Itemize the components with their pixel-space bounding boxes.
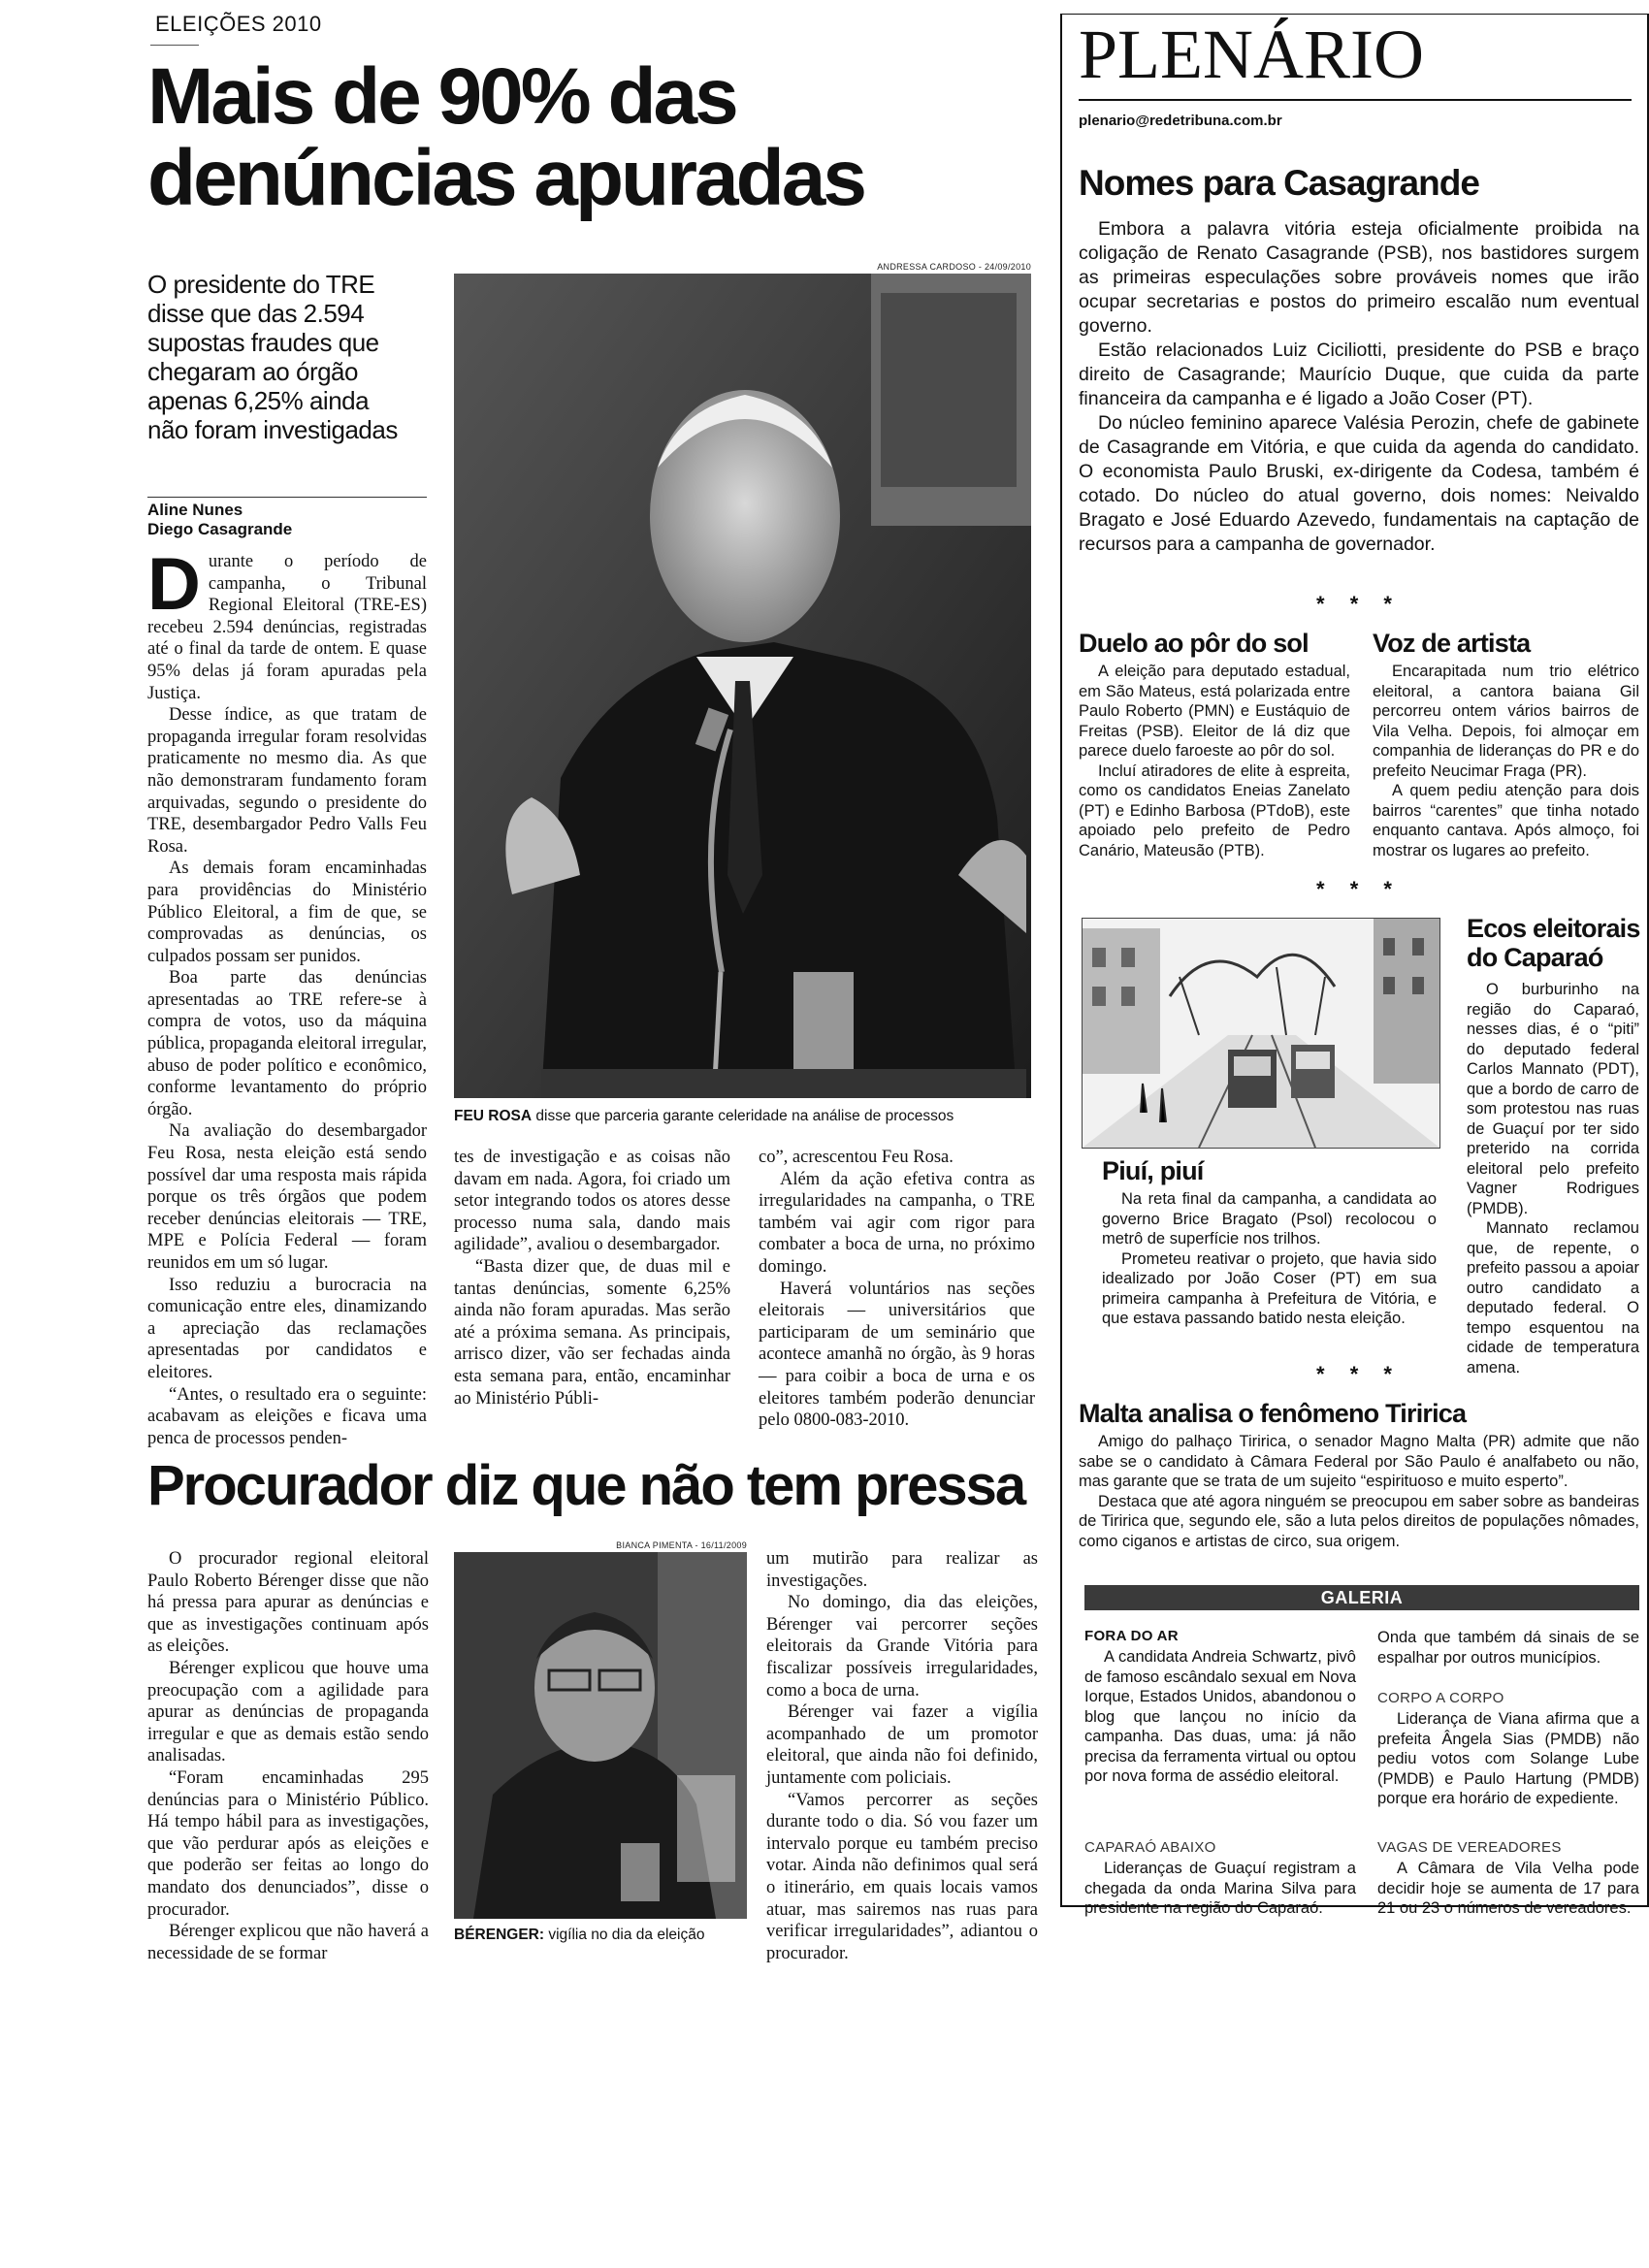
voz-text	[1373, 662, 1639, 860]
malta-text	[1079, 1432, 1639, 1551]
ecos-headline: Ecos eleitorais do Caparaó	[1467, 914, 1640, 972]
body-paragraph: Bérenger explicou que houve uma preocupação com a agilidade para apurar as denúncias de propaganda irregular e que as demais estão sendo analisadas.	[147, 1658, 429, 1766]
body-paragraph: “Antes, o resultado era o seguinte: acabavam as eleições e ficava uma penca de processos penden-	[147, 1384, 427, 1448]
second-headline: Procurador diz que não tem pressa	[147, 1454, 1025, 1517]
body-paragraph: A quem pediu atenção para dois bairros “carentes” que tinha notado enquanto cantava. Após almoço, foi mostrar os lugares ao prefeito.	[1373, 782, 1639, 859]
plenario-email: plenario@redetribuna.com.br	[1079, 113, 1282, 129]
caption-text: vigília no dia da eleição	[548, 1927, 705, 1943]
caption-text: disse que parceria garante celeridade na análise de processos	[535, 1108, 954, 1124]
body-paragraph: Embora a palavra vitória esteja oficialmente proibida na coligação de Renato Casagrande (PSB), nos bastidores surgem as primeiras especulações sobre prováveis nomes que irão ocupar secretarias e postos do primeiro escalão num eventual governo.	[1079, 218, 1639, 337]
plenario-title: PLENÁRIO	[1079, 16, 1424, 93]
second-photo-caption	[454, 1927, 755, 1944]
feu-rosa-photo	[454, 274, 1031, 1098]
body-paragraph: A candidata Andreia Schwartz, pivô de famoso escândalo sexual em Nova Iorque, Estados Unidos, abandonou o blog que lançou no início da campanha. Das duas, uma: já não precisa da ferramenta virtual ou optou por nova forma de assédio eleitoral.	[1084, 1648, 1356, 1785]
voz-headline: Voz de artista	[1373, 629, 1531, 658]
separator-stars: * * *	[1316, 877, 1402, 901]
body-paragraph: As demais foram encaminhadas para providências do Ministério Público Eleitoral, a fim de que, se comprovadas as denúncias, os culpados possam ser punidos.	[147, 859, 427, 966]
main-deck: O presidente do TRE disse que das 2.594 supostas fraudes que chegaram ao órgão apenas 6,25% ainda não foram investigadas	[147, 270, 398, 444]
body-paragraph: tes de investigação e as coisas não davam em nada. Agora, foi criado um setor integrando todos os atores desse processo numa sala, dando mais agilidade”, avaliou o desembargador.	[454, 1148, 730, 1255]
second-photo-credit: BIANCA PIMENTA - 16/11/2009	[616, 1540, 747, 1550]
berenger-photo	[454, 1552, 747, 1919]
plenario-lead-text	[1079, 217, 1639, 557]
body-paragraph: Além da ação efetiva contra as irregularidades na campanha, o TRE também vai agir com rigor para combater a boca de urna, no próximo domingo.	[759, 1169, 1035, 1277]
separator-stars: * * *	[1316, 1362, 1402, 1386]
corpo-head: CORPO A CORPO	[1377, 1690, 1504, 1706]
duelo-headline: Duelo ao pôr do sol	[1079, 629, 1309, 658]
galeria-banner: GALERIA	[1084, 1585, 1639, 1610]
speaker-illustration	[454, 274, 1031, 1098]
caption-name: BÉRENGER:	[454, 1927, 545, 1943]
main-headline: Mais de 90% das denúncias apuradas	[147, 52, 864, 222]
metro-sketch	[1083, 919, 1439, 1148]
photo-credit: ANDRESSA CARDOSO - 24/09/2010	[877, 262, 1031, 272]
duelo-text	[1079, 662, 1350, 860]
second-column-1	[147, 1548, 429, 1964]
body-paragraph: Amigo do palhaço Tiririca, o senador Magno Malta (PR) admite que não sabe se o candidato à Câmara Federal por São Paulo é analfabeto ou não, mas garante que se trata de um sujeito “espirituoso e muito esperto”.	[1079, 1433, 1639, 1490]
body-paragraph: “Foram encaminhadas 295 denúncias para o Ministério Público. Há tempo hábil para as investigações, que vão perdurar após as eleições e que poderão ser feitas ao longo do mandato dos denunciados”, disse o procurador.	[147, 1767, 429, 1920]
lead-paragraph: Durante o período de campanha, o Tribunal Regional Eleitoral (TRE-ES) recebeu 2.594 denúncias, registradas até o final da tarde de ontem. E quase 95% delas já foram apuradas pela Justiça.	[147, 543, 427, 703]
vagas-text	[1377, 1859, 1639, 1919]
body-paragraph: um mutirão para realizar as investigações.	[766, 1549, 1038, 1591]
body-paragraph: Desse índice, as que tratam de propaganda irregular foram resolvidas praticamente no mesmo dia. As que não demonstraram fundamento foram arquivadas, segundo o presidente do TRE, desembargador Pedro Valls Feu Rosa.	[147, 705, 427, 857]
body-paragraph: Boa parte das denúncias apresentadas ao TRE refere-se à compra de votos, uso da máquina pública, propaganda eleitoral irregular, abuso de poder político e econômico, conforme levantamento do próprio órgão.	[147, 968, 427, 1119]
body-paragraph: co”, acrescentou Feu Rosa.	[759, 1148, 954, 1167]
second-column-3	[766, 1548, 1038, 1964]
caparao-head: CAPARAÓ ABAIXO	[1084, 1839, 1216, 1856]
piui-headline: Piuí, piuí	[1102, 1156, 1204, 1185]
main-column-1	[147, 543, 427, 1449]
body-paragraph: O burburinho na região do Caparaó, nesses dias, é o “piti” do deputado federal Carlos Mannato (PDT), que a bordo de carro de som protestou nas ruas de Guaçuí por ter sido preterido na corrida eleitoral pelo prefeito Vagner Rodrigues (PMDB).	[1467, 981, 1639, 1217]
byline-author-2: Diego Casagrande	[147, 520, 293, 538]
body-paragraph: A eleição para deputado estadual, em São Mateus, está polarizada entre Paulo Roberto (PMN) e Eustáquio de Freitas (PSB). Eleitor de lá diz que parece duelo faroeste ao pôr do sol.	[1079, 663, 1350, 760]
body-paragraph: Estão relacionados Luiz Ciciliotti, presidente do PSB e braço direito de Casagrande; Maurício Duque, que cuida da parte financeira da campanha e é ligado a João Coser (PT).	[1079, 340, 1639, 409]
main-photo-caption	[454, 1108, 1036, 1125]
body-paragraph: No domingo, dia das eleições, Bérenger vai percorrer seções eleitorais da Grande Vitória para fiscalizar possíveis irregularidades, como a boca de urna.	[766, 1593, 1038, 1701]
piui-text	[1102, 1189, 1437, 1329]
fora-text	[1084, 1647, 1356, 1787]
byline-rule	[147, 497, 427, 498]
onda-text	[1377, 1628, 1639, 1668]
body-paragraph: Bérenger explicou que não haverá a necessidade de se formar	[147, 1922, 429, 1963]
body-paragraph: Liderança de Viana afirma que a prefeita Ângela Sias (PMDB) não pediu votos com Solange Lube (PMDB) e Paulo Hartung (PMDB) porque era horário de expediente.	[1377, 1710, 1639, 1807]
body-paragraph: Onda que também dá sinais de se espalhar por outros municípios.	[1377, 1629, 1639, 1667]
byline	[147, 501, 292, 539]
ecos-text	[1467, 980, 1639, 1377]
main-column-2	[454, 1147, 730, 1409]
body-paragraph: Lideranças de Guaçuí registram a chegada da onda Marina Silva para presidente na região do Caparaó.	[1084, 1860, 1356, 1917]
body-paragraph: Prometeu reativar o projeto, que havia sido idealizado por João Coser (PT) em sua primeira campanha à Prefeitura de Vitória, e que estava passando batido nesta eleição.	[1102, 1249, 1437, 1327]
main-column-3	[759, 1147, 1035, 1432]
body-paragraph: Encarapitada num trio elétrico eleitoral, a cantora baiana Gil percorreu ontem vários bairros de Vila Velha. Depois, foi almoçar em companhia de lideranças do PR e do prefeito Neucimar Fraga (PR).	[1373, 663, 1639, 780]
section-rule	[150, 45, 199, 46]
body-paragraph: Incluí atiradores de elite à espreita, como os candidatos Eneias Zanelato (PT) e Edinho Barbosa (PTdoB), este apoiado pelo prefeito de Pedro Canário, Mateusão (PTB).	[1079, 761, 1350, 859]
caption-name: FEU ROSA	[454, 1108, 533, 1124]
separator-stars: * * *	[1316, 592, 1402, 616]
malta-headline: Malta analisa o fenômeno Tiririca	[1079, 1399, 1467, 1428]
body-paragraph: Destaca que até agora ninguém se preocupou em saber sobre as bandeiras de Tiririca que, segundo ele, são a luta pelos direitos de populações nômades, como ciganos e artistas de circo, sua origem.	[1079, 1492, 1639, 1550]
body-paragraph: Mannato reclamou que, de repente, o prefeito passou a apoiar outro candidato a deputado federal. O tempo esquentou na cidade de temperatura amena.	[1467, 1219, 1639, 1377]
plenario-title-rule	[1079, 99, 1632, 101]
body-paragraph: Na avaliação do desembargador Feu Rosa, nesta eleição está sendo possível dar uma resposta mais rápida porque os três órgãos que podem receber denúncias eleitorais — TRE, MPE e Polícia Federal — foram reunidos em um só lugar.	[147, 1121, 427, 1273]
fora-head: FORA DO AR	[1084, 1628, 1179, 1644]
body-paragraph: Bérenger vai fazer a vigília acompanhado de um promotor eleitoral, que ainda não foi definido, juntamente com policiais.	[766, 1702, 1038, 1788]
berenger-illustration	[454, 1552, 747, 1919]
metro-drawing	[1082, 918, 1440, 1149]
body-paragraph: “Vamos percorrer as seções durante todo o dia. Só vou fazer um intervalo porque eu também preciso votar. Ainda não definimos qual será o itinerário, em quais locais vamos atuar, mas sairemos nas ruas para verificar irregularidades”, adiantou o procurador.	[766, 1790, 1038, 1963]
body-paragraph: Na reta final da campanha, a candidata ao governo Brice Bragato (Psol) recolocou o metrô de superfície nos trilhos.	[1102, 1190, 1437, 1247]
plenario-lead-headline: Nomes para Casagrande	[1079, 163, 1479, 203]
byline-author-1: Aline Nunes	[147, 501, 243, 519]
body-paragraph: Do núcleo feminino aparece Valésia Perozin, chefe de gabinete de Casagrande em Vitória, e que cuida da agenda do candidato. O economista Paulo Bruski, ex-dirigente da Codesa, também é cotado. Do núcleo do atual governo, dois nomes: Neivaldo Bragato e José Eduardo Azevedo, fundamentais na captação de recursos para a campanha de governador.	[1079, 412, 1639, 555]
body-paragraph: Haverá voluntários nas seções eleitorais — universitários que participaram de um seminário que acontece amanhã no órgão, às 9 horas — para coibir a boca de urna e os eleitores também poderão denunciar pelo 0800-083-2010.	[759, 1279, 1035, 1431]
section-label: ELEIÇÕES 2010	[155, 12, 322, 36]
body-paragraph: A Câmara de Vila Velha pode decidir hoje se aumenta de 17 para 21 ou 23 o números de vereadores.	[1377, 1860, 1639, 1917]
corpo-text	[1377, 1709, 1639, 1809]
caparao-text	[1084, 1859, 1356, 1919]
vagas-head: VAGAS DE VEREADORES	[1377, 1839, 1562, 1856]
dropcap: D	[147, 543, 201, 626]
body-paragraph: O procurador regional eleitoral Paulo Roberto Bérenger disse que não há pressa para apurar as denúncias e que as investigações continuam após as eleições.	[147, 1549, 429, 1657]
body-paragraph: Isso reduziu a burocracia na comunicação entre eles, dinamizando a apreciação das reclamações apresentadas por candidatos e eleitores.	[147, 1275, 427, 1382]
body-paragraph: “Basta dizer que, de duas mil e tantas denúncias, somente 6,25% ainda não foram apuradas. Mas serão até a próxima semana. As principais, arrisco dizer, vão ser fechadas ainda esta semana para, então, encaminhar ao Ministério Públi-	[454, 1256, 730, 1409]
